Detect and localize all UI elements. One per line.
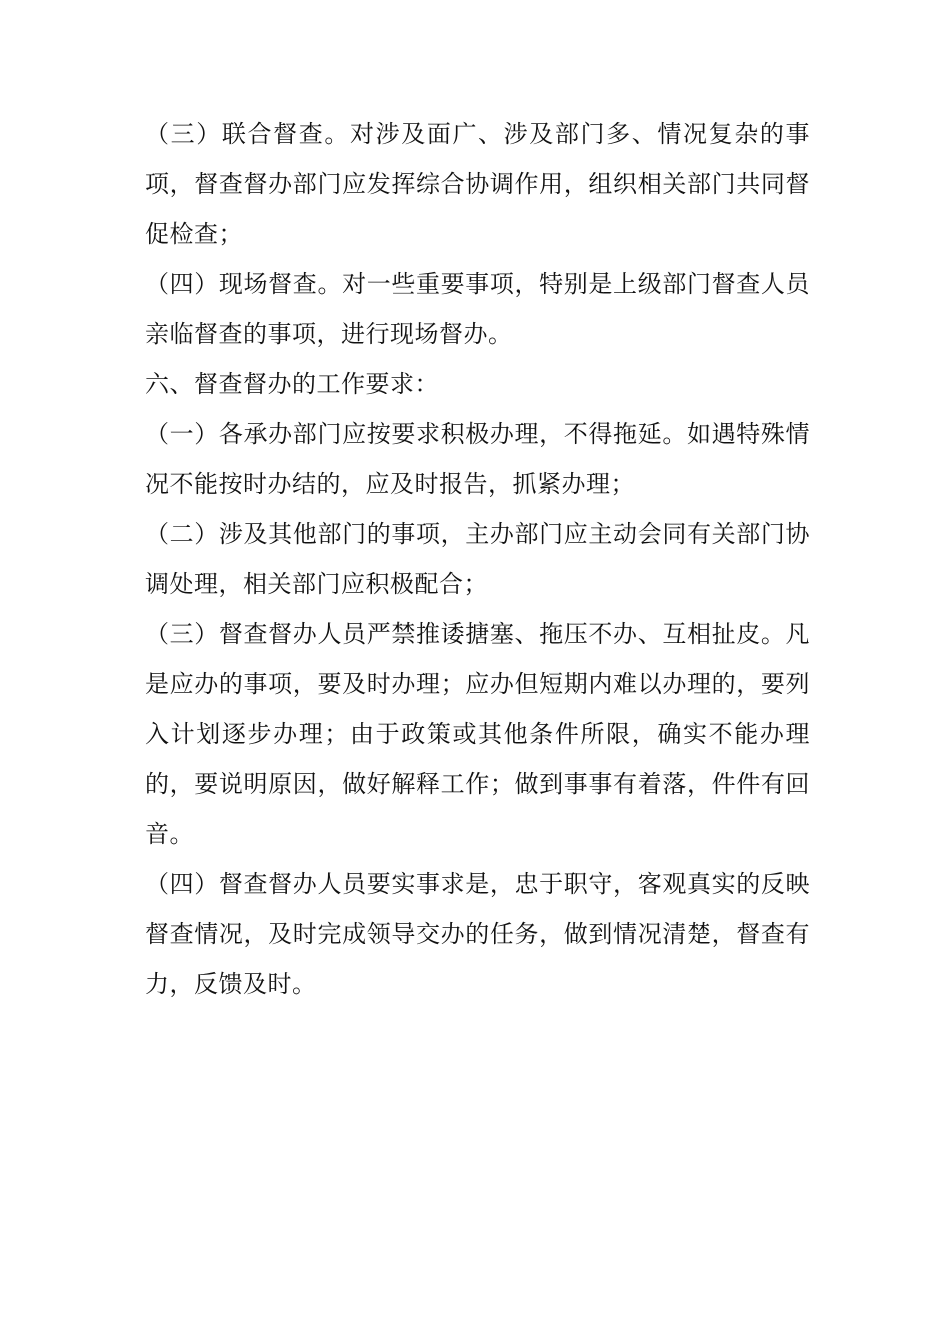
paragraph-requirement-4: （四）督查督办人员要实事求是，忠于职守，客观真实的反映督查情况，及时完成领导交办的任务，做到情况清楚，督查有力，反馈及时。 [145, 870, 810, 998]
paragraph-joint-inspection: （三）联合督查。对涉及面广、涉及部门多、情况复杂的事项，督查督办部门应发挥综合协调作用，组织相关部门共同督促检查； [145, 120, 810, 248]
paragraph-requirement-3: （三）督查督办人员严禁推诿搪塞、拖压不办、互相扯皮。凡是应办的事项，要及时办理；应办但短期内难以办理的，要列入计划逐步办理；由于政策或其他条件所限，确实不能办理的，要说明原因，做好解释工作；做到事事有着落，件件有回音。 [145, 620, 810, 848]
paragraph-onsite-inspection: （四）现场督查。对一些重要事项，特别是上级部门督查人员亲临督查的事项，进行现场督办。 [145, 270, 810, 348]
section-heading-work-requirements: 六、督查督办的工作要求： [145, 370, 439, 398]
document-body [145, 109, 810, 1009]
paragraph-requirement-1: （一）各承办部门应按要求积极办理，不得拖延。如遇特殊情况不能按时办结的，应及时报告，抓紧办理； [145, 420, 810, 498]
paragraph-requirement-2: （二）涉及其他部门的事项，主办部门应主动会同有关部门协调处理，相关部门应积极配合； [145, 520, 810, 598]
